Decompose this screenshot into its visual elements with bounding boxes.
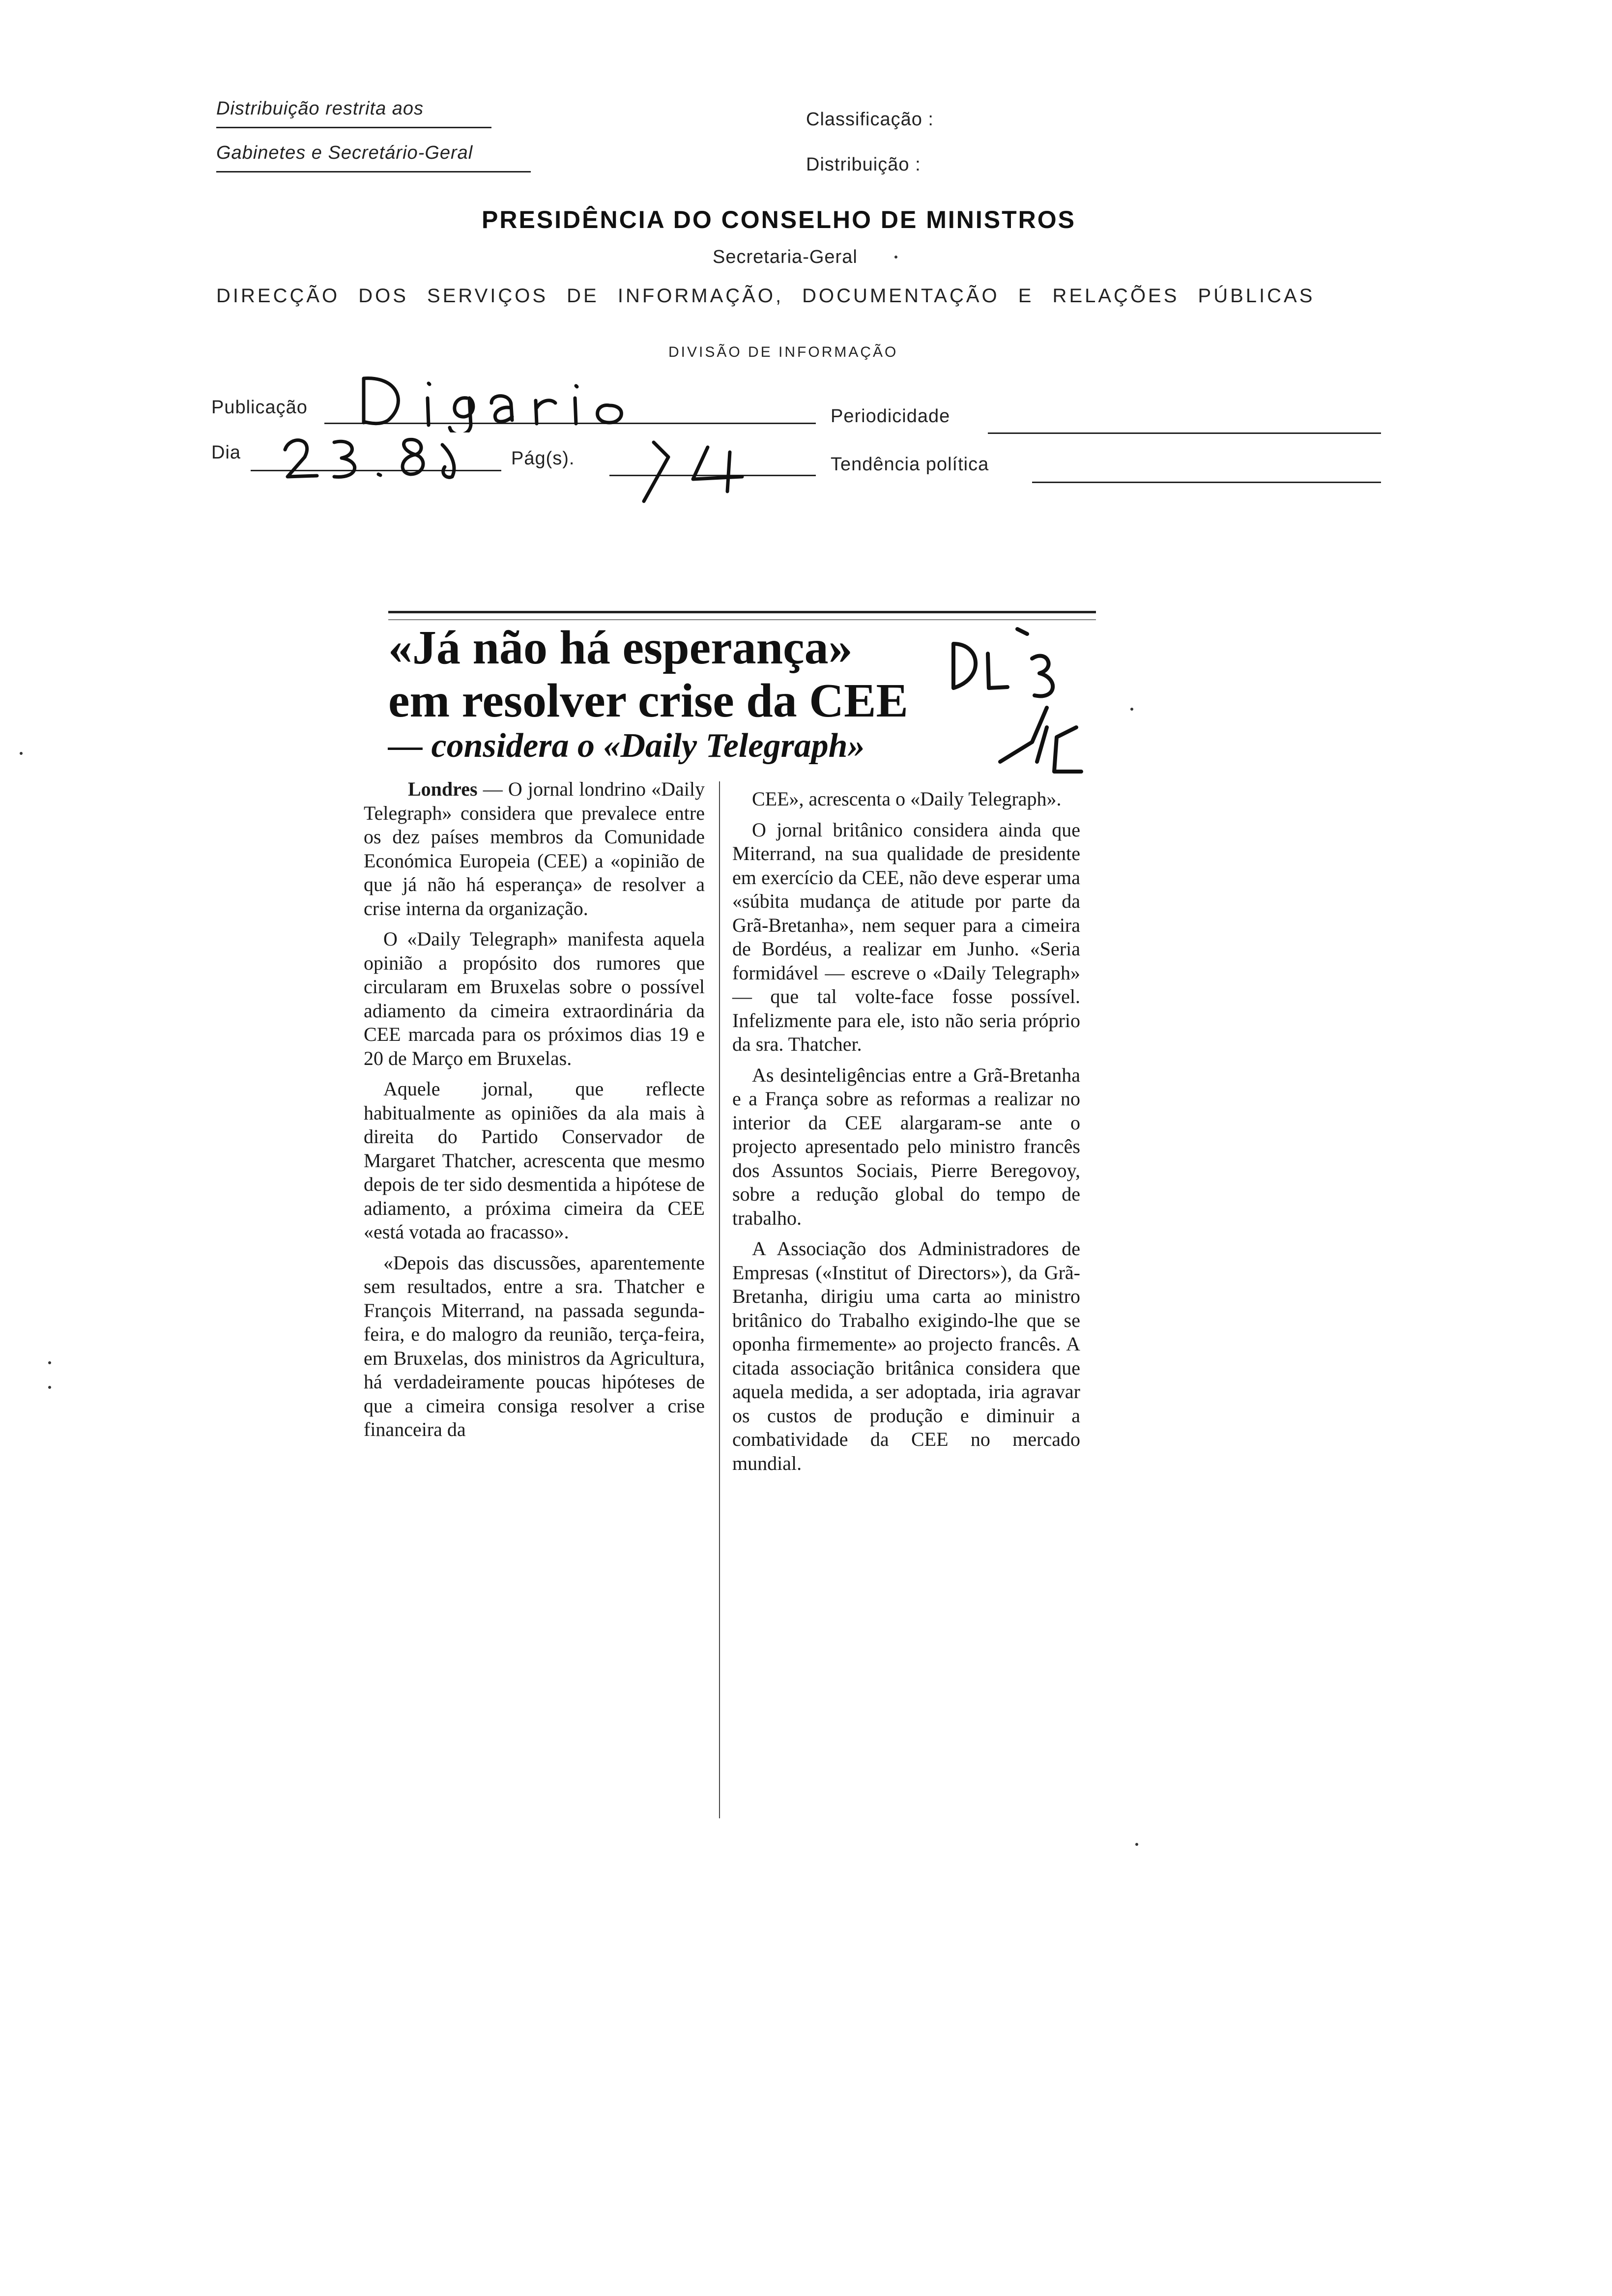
col1-paragraph-1: — O jornal londrino «Daily Telegraph» considera que prevalece entre os dez países membros da Comunidade Económica Europeia (CEE) a «opinião de que já não há esperança» de resolver a crise interna da organização. — [364, 778, 705, 919]
handwritten-margin-note — [934, 614, 1091, 791]
org-subtitle: Secretaria-Geral — [713, 247, 858, 267]
directorate-line: DIRECÇÃO DOS SERVIÇOS DE INFORMAÇÃO, DOCUMENTAÇÃO E RELAÇÕES PÚBLICAS — [216, 285, 1315, 307]
distribution-underline-2 — [216, 171, 531, 172]
headline-line-2: em resolver crise da CEE — [388, 674, 908, 727]
division-line: DIVISÃO DE INFORMAÇÃO — [668, 344, 898, 360]
dateline: Londres — [408, 778, 478, 800]
political-tendency-label: Tendência política — [831, 454, 989, 475]
day-handwritten-value — [275, 428, 491, 487]
subheadline: — considera o «Daily Telegraph» — [388, 727, 865, 765]
article-column-2 — [732, 787, 1080, 1482]
col2-paragraph-4: A Associação dos Administradores de Empresas («Institut of Directors»), da Grã-Bretanha, dirigiu uma carta ao ministro britânico do Trabalho exigindo-lhe que se oponha firmemente» ao projecto francês. A citada associação britânica considera que aquela medida, a ser adoptada, iria agravar os custos de produção e diminuir a combatividade da CEE no mercado mundial. — [732, 1237, 1080, 1474]
distribution-restriction-line2: Gabinetes e Secretário-Geral — [216, 143, 473, 163]
org-title: PRESIDÊNCIA DO CONSELHO DE MINISTROS — [482, 206, 1076, 233]
scan-speck — [20, 752, 23, 755]
col1-paragraph-4: «Depois das discussões, aparentemente sem resultados, entre a sra. Thatcher e François Miterrand, na passada segunda-feira, e do malogro da reunião, terça-feira, em Bruxelas, dos ministros da Agricultura, há verdadeiramente poucas hipóteses de que a cimeira consiga resolver a crise financeira da — [364, 1251, 705, 1440]
col2-paragraph-1: CEE», acrescenta o «Daily Telegraph». — [752, 788, 1062, 810]
day-label: Dia — [211, 442, 241, 463]
publication-label: Publicação — [211, 397, 308, 418]
col2-paragraph-2: O jornal britânico considera ainda que Miterrand, na sua qualidade de presidente em exercício da CEE, não deve esperar uma «súbita mudança de atitude por parte da Grã-Bretanha», nem sequer para a cimeira de Bordéus, a realizar em Junho. «Seria formidável — escreve o «Daily Telegraph» — que tal volte-face fosse possível. Infelizmente para ele, isto não seria próprio da sra. Thatcher. — [732, 818, 1080, 1055]
scan-speck — [48, 1386, 51, 1389]
col1-paragraph-3: Aquele jornal, que reflecte habitualmente as opiniões da ala mais à direita do Partido Conservador de Margaret Thatcher, acrescenta que mesmo depois de ter sido desmentida a hipótese de adiamento, a próxima cimeira da CEE «está votada ao fracasso». — [364, 1078, 705, 1243]
column-divider — [719, 781, 720, 1818]
pages-label: Pág(s). — [511, 448, 575, 469]
scan-speck — [48, 1361, 51, 1364]
political-tendency-field-line — [1032, 482, 1381, 483]
periodicity-field-line — [988, 432, 1381, 434]
scan-speck — [1135, 1843, 1138, 1846]
headline-line-1: «Já não há esperança» — [388, 621, 853, 674]
distribution-label: Distribuição : — [806, 154, 921, 175]
scan-speck — [1130, 708, 1133, 711]
periodicity-label: Periodicidade — [831, 406, 950, 427]
distribution-underline-1 — [216, 127, 491, 128]
publication-handwritten-value — [344, 359, 659, 432]
scan-speck — [894, 256, 897, 258]
article-column-1 — [364, 777, 705, 1449]
distribution-restriction-line1: Distribuição restrita aos — [216, 98, 424, 119]
col2-paragraph-3: As desinteligências entre a Grã-Bretanha e a França sobre as reformas a realizar no interior da CEE alargaram-se ante o projecto apresentado pelo ministro francês dos Assuntos Sociais, Pierre Beregovoy, sobre a redução global do tempo de trabalho. — [732, 1063, 1080, 1229]
pages-handwritten-value — [624, 432, 801, 506]
clipping-top-rule — [388, 611, 1096, 613]
col1-paragraph-2: O «Daily Telegraph» manifesta aquela opinião a propósito dos rumores que circularam em Bruxelas sobre o possível adiamento da cimeira extraordinária da CEE marcada para os próximos dias 19 e 20 de Março em Bruxelas. — [364, 928, 705, 1069]
classification-label: Classificação : — [806, 109, 934, 130]
